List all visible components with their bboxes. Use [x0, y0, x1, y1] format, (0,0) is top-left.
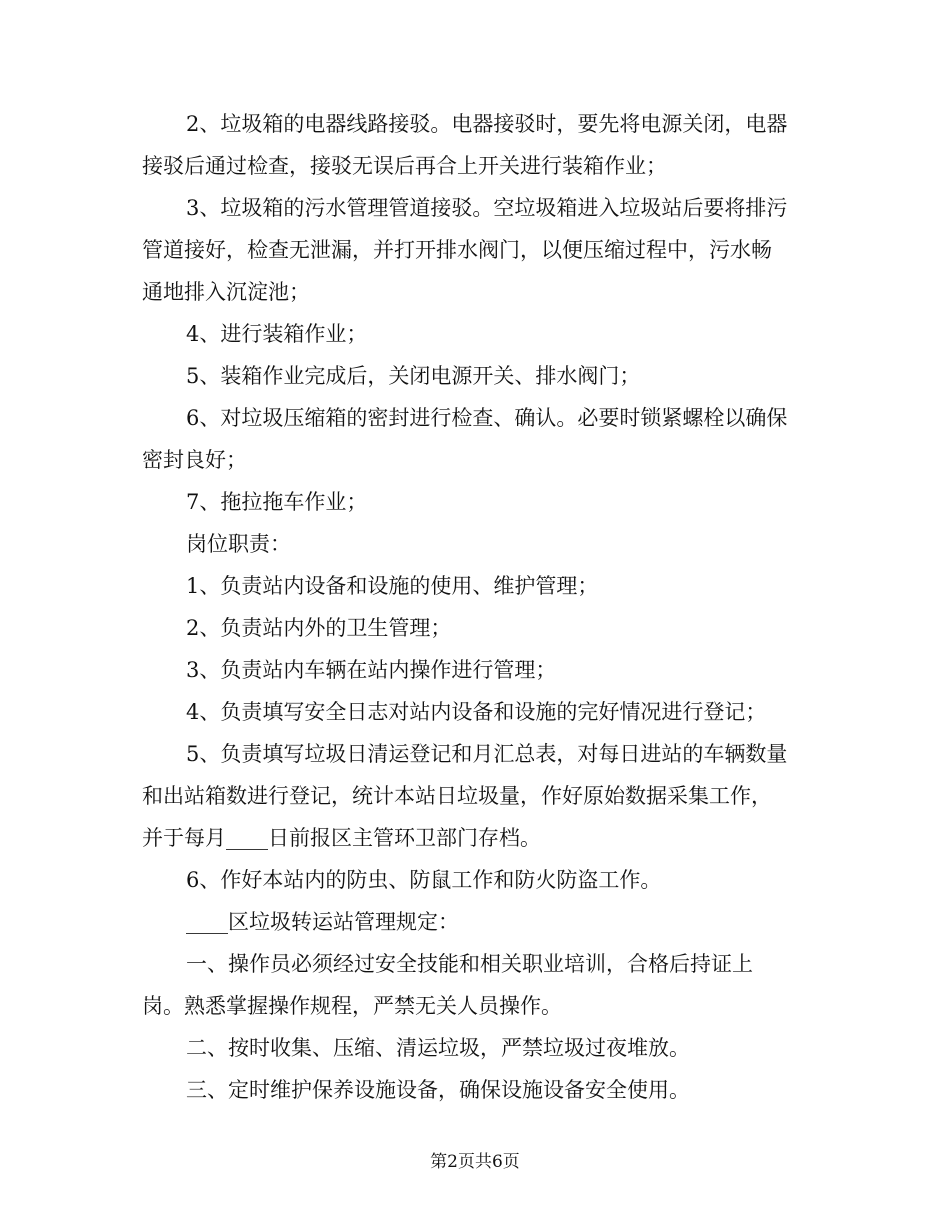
text-line: 6、对垃圾压缩箱的密封进行检查、确认。必要时锁紧螺栓以确保: [186, 406, 788, 430]
text-line: 7、拖拉拖车作业；: [186, 490, 368, 514]
text-line: 5、负责填写垃圾日清运登记和月汇总表，对每日进站的车辆数量: [186, 742, 788, 766]
text-line: 3、垃圾箱的污水管理管道接驳。空垃圾箱进入垃圾站后要将排污: [186, 196, 788, 220]
section-heading: ____区垃圾转运站管理规定：: [186, 910, 459, 934]
text-line: 4、负责填写安全日志对站内设备和设施的完好情况进行登记；: [186, 700, 767, 724]
section-heading: 岗位职责：: [186, 532, 291, 556]
text-line: 2、负责站内外的卫生管理；: [186, 616, 452, 640]
text-line: 3、负责站内车辆在站内操作进行管理；: [186, 658, 557, 682]
text-line: 5、装箱作业完成后，关闭电源开关、排水阀门；: [186, 364, 641, 388]
page-number: 第2页共6页: [430, 1152, 520, 1172]
text-line: 二、按时收集、压缩、清运垃圾，严禁垃圾过夜堆放。: [186, 1036, 690, 1060]
text-line: 接驳后通过检查，接驳无误后再合上开关进行装箱作业；: [142, 154, 667, 178]
text-line: 4、进行装箱作业；: [186, 322, 368, 346]
text-line: 密封良好；: [142, 448, 247, 472]
text-line: 管道接好，检查无泄漏，并打开排水阀门，以便压缩过程中，污水畅: [142, 238, 772, 262]
text-line: 一、操作员必须经过安全技能和相关职业培训，合格后持证上: [186, 952, 753, 976]
text-line: 6、作好本站内的防虫、防鼠工作和防火防盗工作。: [186, 868, 662, 892]
document-body: [142, 103, 810, 1111]
text-line: 并于每月____日前报区主管环卫部门存档。: [142, 826, 541, 850]
text-line: 三、定时维护保养设施设备，确保设施设备安全使用。: [186, 1078, 690, 1102]
text-line: 岗。熟悉掌握操作规程，严禁无关人员操作。: [142, 994, 562, 1018]
text-line: 2、垃圾箱的电器线路接驳。电器接驳时，要先将电源关闭，电器: [186, 112, 788, 136]
text-line: 和出站箱数进行登记，统计本站日垃圾量，作好原始数据采集工作，: [142, 784, 772, 808]
text-line: 1、负责站内设备和设施的使用、维护管理；: [186, 574, 599, 598]
text-line: 通地排入沉淀池；: [142, 280, 310, 304]
